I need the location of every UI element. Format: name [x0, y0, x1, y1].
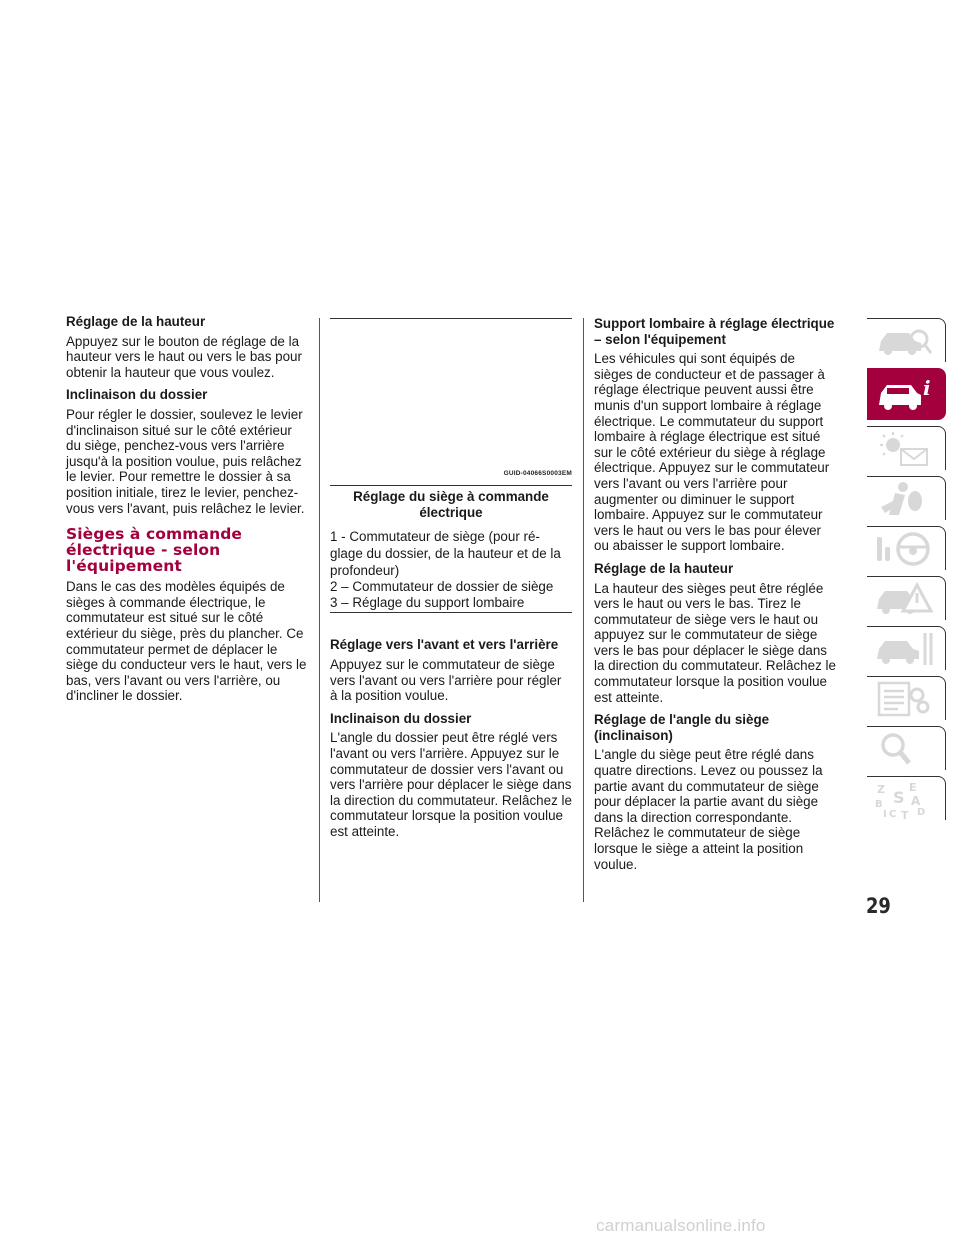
car-hazard-icon: [873, 581, 937, 617]
svg-text:E: E: [909, 781, 917, 794]
svg-text:I: I: [883, 809, 887, 820]
steering-wheel-icon: [873, 531, 937, 567]
section-title-power-seats: Sièges à commande électrique - selon l'équipement: [66, 525, 243, 576]
caption-item-3: 3 – Réglage du support lombaire: [330, 594, 525, 610]
svg-text:A: A: [911, 794, 921, 808]
watermark: carmanualsonline.info: [596, 1216, 766, 1235]
figure-placeholder: [330, 318, 572, 485]
paragraph-recline-power: L'angle du dossier peut être réglé vers l'avant ou vers l'arrière. Appuyez sur le commutateur de dossier vers l'avant ou vers l'arrière pour déplacer le siège dans la direction du commutateur. Relâchez le commutateur lorsque la position voulue est atteinte.: [330, 730, 572, 839]
figure-caption: [330, 528, 572, 613]
caption-item-2: 2 – Commutateur de dossier de siège: [330, 579, 554, 595]
svg-text:D: D: [917, 807, 926, 818]
chapter-sidebar: [867, 318, 947, 826]
search-icon: [873, 731, 937, 767]
tab-steering-wheel[interactable]: [867, 526, 946, 570]
tab-airbag-seat[interactable]: [867, 476, 946, 520]
airbag-seat-icon: [873, 481, 937, 517]
tab-warning-lights[interactable]: [867, 426, 946, 470]
caption-item-1: 1 - Commutateur de siège (pour ré-glage du dossier, de la hauteur et de la profondeur): [330, 529, 561, 579]
heading-seat-angle: Réglage de l'angle du siège (inclinaison): [594, 712, 770, 743]
index-alphabet-icon: [873, 781, 937, 821]
heading-fore-aft: Réglage vers l'avant et vers l'arrière: [330, 637, 559, 653]
figure-code: GUID-04066S0003EM: [503, 470, 572, 478]
car-info-icon: [873, 373, 937, 415]
tab-car-hazard[interactable]: [867, 576, 946, 620]
heading-height-adjust: Réglage de la hauteur: [66, 314, 206, 329]
svg-text:S: S: [893, 788, 905, 807]
tab-search[interactable]: [867, 726, 946, 770]
heading-recline-power: Inclinaison du dossier: [330, 710, 472, 726]
tab-car-tools[interactable]: [867, 626, 946, 670]
svg-text:T: T: [901, 809, 909, 821]
svg-text:Z: Z: [877, 783, 885, 796]
column-divider-1: [319, 318, 320, 902]
svg-text:C: C: [889, 809, 897, 820]
paragraph-lumbar: Les véhicules qui sont équipés de sièges de conducteur et de passager à réglage électrique peuvent aussi être munis d'un support lombaire à réglage électrique. Le commutateur du support lombaire à réglage électrique est situé sur le côté extérieur du siège à réglage électrique. Appuyez sur le commutateur vers l'avant ou vers l'arrière pour augmenter ou diminuer le support lombaire. Appuyez sur le commutateur vers le haut ou vers le bas pour élever ou abaisser le support lombaire.: [594, 351, 830, 554]
paragraph-fore-aft: Appuyez sur le commutateur de siège vers l'avant ou vers l'arrière pour régler à la position voulue.: [330, 656, 562, 704]
tab-car-info[interactable]: [867, 368, 946, 420]
heading-lumbar: Support lombaire à réglage électrique – selon l'équipement: [594, 316, 835, 347]
paragraph-recline: Pour régler le dossier, soulevez le levier d'inclinaison situé sur le côté extérieur du siège, penchez-vous vers l'arrière jusqu'à la position voulue, puis relâchez le levier. Pour remettre le dossier à sa position initiale, tirez le levier, penchez-vous vers l'avant, puis relâchez le levier.: [66, 406, 305, 516]
heading-height-power: Réglage de la hauteur: [594, 560, 734, 576]
tab-car-search[interactable]: [867, 318, 946, 362]
figure-title: Réglage du siège à commande électrique: [330, 485, 572, 520]
paragraph-height-adjust: Appuyez sur le bouton de réglage de la hauteur vers le haut ou vers le bas pour obtenir la hauteur que vous voulez.: [66, 333, 302, 380]
heading-recline: Inclinaison du dossier: [66, 387, 208, 403]
column-1: [66, 314, 308, 711]
svg-text:i: i: [923, 376, 931, 400]
paragraph-seat-angle: L'angle du siège peut être réglé dans quatre directions. Levez ou poussez la partie avant du commutateur de siège pour déplacer la partie avant du siège dans la direction correspondante. Relâchez le commutateur de siège lorsque le siège a atteint la position voulue.: [594, 747, 823, 872]
column-3: [594, 314, 836, 879]
svg-text:B: B: [875, 799, 883, 810]
column-divider-2: [583, 318, 584, 902]
paragraph-height-power: La hauteur des sièges peut être réglée vers le haut ou vers le bas. Tirez le commutateur de siège vers le haut ou appuyez sur le commutateur de siège vers le bas pour déplacer le siège dans la direction du commutateur. Relâchez le commutateur lorsque la position voulue est atteinte.: [594, 580, 836, 705]
car-tools-icon: [873, 631, 937, 667]
paragraph-power-seats: Dans le cas des modèles équipés de sièges à commande électrique, le commutateur est situé sur le côté extérieur du siège, près du plancher. Ce commutateur permet de déplacer le siège du conducteur vers le haut, vers le bas, vers l'avant ou vers l'arrière, ou d'incliner le dossier.: [66, 579, 307, 704]
specs-list-icon: [873, 681, 937, 717]
page-number: 29: [866, 894, 891, 918]
tab-specs-list[interactable]: [867, 676, 946, 720]
tab-index[interactable]: [867, 776, 946, 820]
car-search-icon: [873, 323, 937, 359]
column-2: [330, 314, 572, 847]
warning-lights-icon: [873, 431, 937, 467]
